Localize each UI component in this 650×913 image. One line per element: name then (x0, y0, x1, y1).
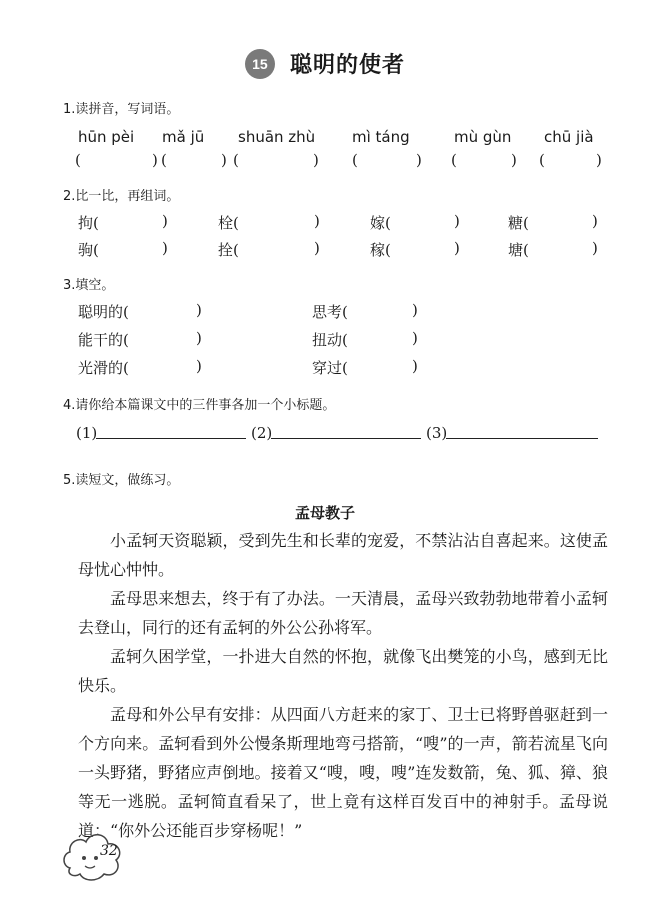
fill-left: 能干的( (78, 331, 129, 349)
blank-6-close: ) (596, 151, 602, 169)
story-paragraph-2: 孟母思来想去，终于有了办法。一天清晨，孟母兴致勃勃地带着小孟轲去登山，同行的还有孟轲的外公公孙将军。 (78, 589, 608, 637)
fill-close: ) (412, 301, 418, 319)
compare-close: ) (162, 212, 168, 230)
question-3-label: 3.填空。 (63, 278, 115, 293)
compare-close: ) (454, 212, 460, 230)
blank-1-open: ( (75, 151, 81, 169)
blank-2-open: ( (161, 151, 167, 169)
compare-row-1 (0, 212, 650, 234)
compare-close: ) (592, 212, 598, 230)
subtitle-lines (76, 424, 606, 446)
blank-4-open: ( (352, 151, 358, 169)
compare-char: 塘( (508, 241, 529, 259)
subtitle-1-line (96, 424, 246, 439)
subtitle-2-label: (2) (251, 424, 273, 442)
pinyin-4: mì táng (352, 128, 410, 146)
blank-4-close: ) (416, 151, 422, 169)
blank-6-open: ( (539, 151, 545, 169)
compare-char: 驹( (78, 241, 99, 259)
compare-char: 拴( (218, 241, 239, 259)
compare-char: 栓( (218, 214, 239, 232)
fill-close: ) (196, 357, 202, 375)
compare-char: 糖( (508, 214, 529, 232)
compare-char: 拘( (78, 214, 99, 232)
blank-5-close: ) (511, 151, 517, 169)
fill-right: 思考( (312, 303, 348, 321)
fill-blank-grid (0, 301, 650, 391)
fill-close: ) (412, 329, 418, 347)
question-5-label: 5.读短文，做练习。 (63, 473, 180, 488)
fill-close: ) (196, 329, 202, 347)
blank-3-open: ( (233, 151, 239, 169)
blank-2-close: ) (221, 151, 227, 169)
question-4-label: 4.请你给本篇课文中的三件事各加一个小标题。 (63, 398, 336, 413)
compare-char: 稼( (370, 241, 391, 259)
fill-close: ) (196, 301, 202, 319)
page-number: 32 (100, 843, 118, 859)
subtitle-3-line (446, 424, 598, 439)
story-paragraph-4: 孟母和外公早有安排：从四面八方赶来的家丁、卫士已将野兽驱赶到一个方向来。孟轲看到外公慢条斯理地弯弓搭箭，“嗖”的一声，箭若流星飞向一头野猪，野猪应声倒地。接着又“嗖，嗖，嗖”连发数箭，兔、狐、獐、狼等无一逃脱。孟轲简直看呆了，世上竟有这样百发百中的神射手。孟母说道：“你外公还能百步穿杨呢！” (78, 705, 608, 840)
blank-5-open: ( (451, 151, 457, 169)
fill-right: 穿过( (312, 359, 348, 377)
compare-close: ) (592, 239, 598, 257)
lesson-number-badge: 15 (245, 49, 275, 79)
question-2-label: 2.比一比，再组词。 (63, 189, 180, 204)
fill-left: 光滑的( (78, 359, 129, 377)
lesson-header (0, 48, 650, 79)
blank-3-close: ) (313, 151, 319, 169)
fill-right: 扭动( (312, 331, 348, 349)
fill-left: 聪明的( (78, 303, 129, 321)
fill-close: ) (412, 357, 418, 375)
subtitle-3-label: (3) (426, 424, 448, 442)
pinyin-1: hūn pèi (78, 128, 135, 146)
story-paragraph-3: 孟轲久困学堂，一扑进大自然的怀抱，就像飞出樊笼的小鸟，感到无比快乐。 (78, 647, 608, 695)
pinyin-2: mǎ jū (162, 128, 205, 146)
compare-close: ) (314, 212, 320, 230)
subtitle-2-line (271, 424, 421, 439)
pinyin-5: mù gùn (454, 128, 512, 146)
subtitle-1-label: (1) (76, 424, 98, 442)
blank-1-close: ) (152, 151, 158, 169)
pinyin-6: chū jià (544, 128, 594, 146)
lesson-title: 聪明的使者 (290, 53, 406, 78)
story-title: 孟母教子 (294, 504, 355, 522)
story-paragraph-1: 小孟轲天资聪颖，受到先生和长辈的宠爱，不禁沾沾自喜起来。这使孟母忧心忡忡。 (78, 531, 608, 579)
compare-char: 嫁( (370, 214, 391, 232)
compare-close: ) (454, 239, 460, 257)
pinyin-3: shuān zhù (238, 128, 316, 146)
compare-row-2 (0, 239, 650, 261)
question-1-label: 1.读拼音，写词语。 (63, 102, 180, 117)
compare-close: ) (314, 239, 320, 257)
compare-close: ) (162, 239, 168, 257)
